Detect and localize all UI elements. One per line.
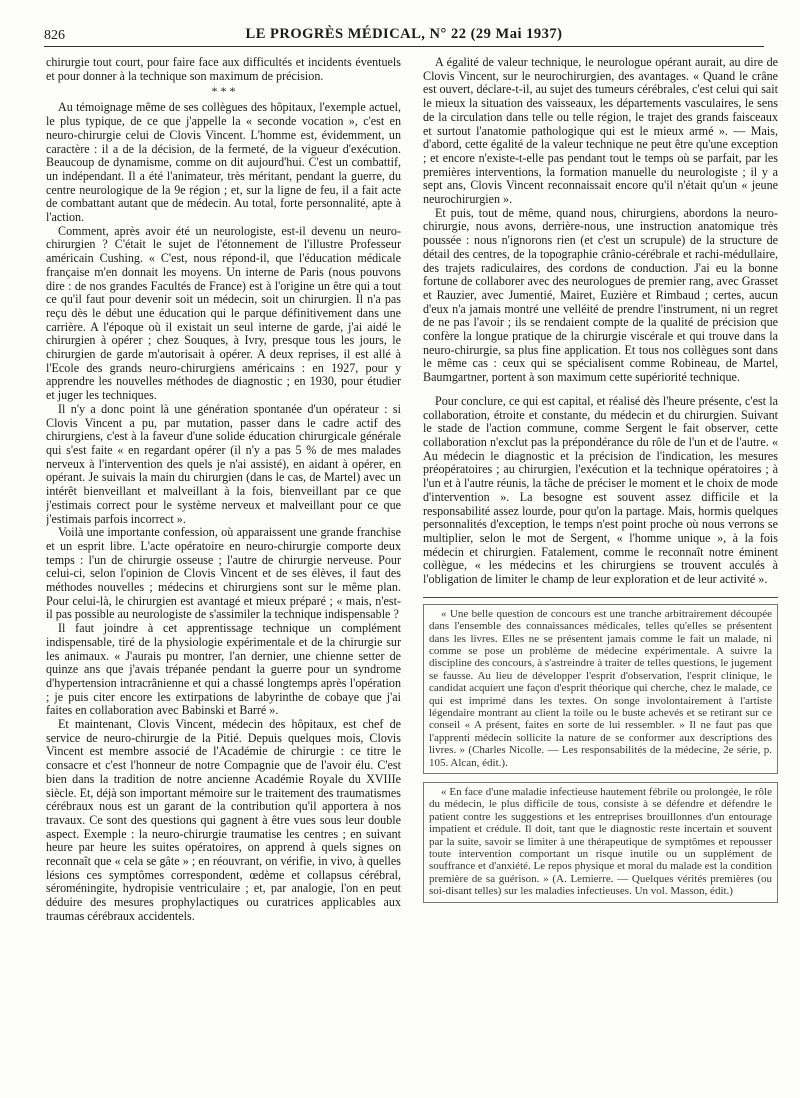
paragraph: Pour conclure, ce qui est capital, et réalisé dès l'heure présente, c'est la collaboration, étroite et constante, du médecin et du chirurgien. Suivant le stade de l'action commune, comme Sergent le fait observer, cette collaboration n'exclut pas la prépondérance du rôle de l'un et de l'autre. « Au médecin le diagnostic et la précision de l'indication, les mesures préopératoires ; au chirurgien, l'exécution et la technique opératoires ; à l'un et à l'autre réunis, la tâche de préciser le moment et le choix de mode d'intervention ». La besogne est souvent assez difficile et la responsabilité assez lourde, pour qu'on la partage. Mais, hormis quelques personnalités d'exception, le temps n'est point proche où nous verrons se multiplier, selon le mot de Sergent, « l'homme unique », à la fois médecin et chirurgien. Fatalement, comme le reconnaît notre éminent collègue, « les médecins et les chirurgiens se trouvent acculés à l'obligation de limiter le champ de leur exploration et de leur activité ». [423, 393, 778, 587]
page-number: 826 [44, 28, 65, 43]
section-separator-stars: * * * [211, 84, 236, 99]
running-header [44, 22, 764, 47]
paragraph: Et puis, tout de même, quand nous, chirurgiens, abordons la neuro-chirurgie, nous avons, derrière-nous, une instruction anatomique très poussée : nous n'ignorons rien (et c'est un scrupule) de la structure de détail des centres, de la topographie crânio-cérébrale et rachi-médullaire, des trajets radiculaires, des cordons de conduction. J'ai eu la bonne fortune de collaborer avec des neurologues de premier rang, avec Grasset et Rauzier, avec Jumentié, Mairet, Euzière et Rimbaud ; certes, aucun d'eux n'a jamais montré une velléité de prendre l'instrument, ni un regret de ne pas l'avoir ; ils se rendaient compte de la qualité de précision que confère la longue pratique de la chirurgie viscérale et qui trouve dans la neuro-chirurgie, sa plus fine application. Et tous nos collègues sont dans le même cas : ceux qui se spécialisent comme Robineau, de Martel, Baumgartner, portent à son maximum cette supériorité technique. [423, 205, 778, 385]
quote-box [423, 604, 778, 774]
quote-text: « En face d'une maladie infectieuse hautement fébrile ou prolongée, le rôle du médecin, le plus difficile de tous, consiste à se défendre et défendre le patient contre les suggestions et les entreprises brouillonnes d'un entourage impatient et crédule. Il doit, tant que le diagnostic reste incertain et souvent par la suite, savoir se limiter à une thérapeutique de symptômes et repousser toute intervention comportant un risque inutile ou un supplément de souffrance et d'anxiété. Le repos physique et moral du malade est la condition première de sa guérison. » (A. Lemierre. — Quelques vérités premières (ou soi-disant telles) sur les maladies infectieuses. Un vol. Masson, édit.) [429, 786, 772, 898]
right-column [423, 56, 778, 1086]
paragraph: Et maintenant, Clovis Vincent, médecin des hôpitaux, est chef de service de neuro-chirurgie de la Pitié. Depuis quelques mois, Clovis Vincent est membre associé de l'Académie de chirurgie : ce titre le consacre et c'est l'honneur de notre Compagnie que de l'avoir élu. C'est bien dans la tradition de notre ancienne Académie Royale du XVIIIe siècle. Et, déjà son important mémoire sur le traitement des traumatismes cérébraux nous est un garant de la contribution qu'il apportera à nos travaux. Ce sont des questions qui gagnent à être vues sous leur double aspect. Exemple : la neuro-chirurgie traumatise les centres ; en suivant heure par heure les suites opératoires, on apprend à quels signes on reconnaît que « cela se gâte » ; en réouvrant, on vérifie, in vivo, à quelles lésions ces symptômes correspondent, œdème et collapsus cérébral, séroméningite, hydropisie ventriculaire ; et, par analogie, l'on en peut déduire des mesures prophylactiques ou curatrices applicables aux traumas cérébraux accidentels. [46, 717, 401, 923]
paragraph: Il n'y a donc point là une génération spontanée d'un opérateur : si Clovis Vincent a pu, par mutation, passer dans le cadre actif des chirurgiens, c'est à la faveur d'une solide éducation chirurgicale générale qui s'est faite « en regardant opérer (il n'y a pas 5 % de mes malades nerveux à l'intervention des quels je n'ai assisté), en aidant à opérer, en opérant. Je suivais la main du chirurgien (dans le cas, de Martel) avec un intérêt bienveillant et malveillant à la fois, bienveillant par ce que j'estimais correct pour le système nerveux et malveillant pour ce que j'estimais parfois incorrect ». [46, 401, 401, 526]
paragraph: A égalité de valeur technique, le neurologue opérant aurait, au dire de Clovis Vincent, sur le neurochirurgien, des avantages. « Quand le crâne est ouvert, déclare-t-il, au sujet des tumeurs cérébrales, c'est celui qui sait le mieux la situation des vaisseaux, les départements vasculaires, le sens de la circulation dans telle ou telle région, le trajet des grands faisceaux et surtout l'anatomie pathologique qui est le mieux armé ». — Mais, d'abord, cette égalité de la valeur technique ne peut être qu'une exception ; et encore n'existe-t-elle pas pendant tout le temps où se parfait, par les premières interventions, la formation manuelle du neurologiste ; il y a sept ans, Clovis Vincent reconnaissait encore qu'il n'était qu'un « jeune neurochirurgien ». [423, 56, 778, 207]
journal-title: LE PROGRÈS MÉDICAL, N° 22 (29 Mai 1937) [245, 26, 563, 42]
paragraph: Comment, après avoir été un neurologiste, est-il devenu un neuro-chirurgien ? C'était le sujet de l'étonnement de l'illustre Professeur américain Cushing. « C'est, nous répond-il, que l'éducation médicale française m'en donnait les moyens. Un interne de Paris (nous pouvons dire : de nos grandes Facultés de France) est à l'origine un être qui a tout ce qu'il faut pour devenir soit un médecin, soit un chirurgien. Il n'a pas reçu dès le début une éducation qui le parque définitivement dans une carrière. A l'époque où il existait un seul interne de garde, j'ai aidé le chirurgien à opérer ; chez Souques, à Ivry, presque tous les jours, le chirurgien de garde m'autorisait à opérer. A deux reprises, il est allé à l'Ecole des grands neuro-chirurgiens américains : en 1927, pour y apprendre les nouvelles méthodes de diagnostic ; en 1930, pour étudier et juger les techniques. [46, 223, 401, 403]
quote-box [423, 782, 778, 903]
quote-text: « Une belle question de concours est une tranche arbitrairement découpée dans l'ensemble des connaissances médicales, telles qu'elles se présentent dans les livres. Elles ne se présentent jamais comme le fait un malade, ni comme se pose un problème de médecine expérimentale. A suivre la discipline des concours, à s'astreindre à traiter de telles questions, le jugement se fausse. Au lieu de développer l'esprit d'observation, l'esprit clinique, le candidat acquiert une façon d'esprit théorique qui cherche, chez le malade, ce qui est imprimé dans les textes. On songe involontairement à l'artiste légendaire montrant au client la toile ou le buste achevés et se retirant sur ce conseil « A présent, faites en sorte de lui ressembler. » Il ne faut pas que l'apprenti médecin sollicite la nature de se conformer aux descriptions des livres. » (Charles Nicolle. — Les responsabilités de la médecine, 2e série, p. 105. Alcan, édit.). [429, 607, 772, 769]
paragraph: Au témoignage même de ses collègues des hôpitaux, l'exemple actuel, le plus typique, de ce que j'appelle la « seconde vocation », c'est en neuro-chirurgie celui de Clovis Vincent. L'homme est, évidemment, un caractère : il a de la décision, de la fermeté, de la vigueur d'exécution. Beaucoup de dynamisme, comme on dit aujourd'hui. C'est un combattif, un indépendant. Il a été l'animateur, très méritant, pendant la guerre, du centre neurologique de la 9e région ; et, sur la ligne de feu, il a fait acte de combattant autant que de médecin. Au total, forte personnalité, apte à l'action. [46, 100, 401, 225]
left-column [46, 56, 401, 1086]
paragraph: Il faut joindre à cet apprentissage technique un complément indispensable, tiré de la physiologie expérimentale et de la chirurgie sur les animaux. « J'aurais pu montrer, l'an dernier, une chienne setter de quinze ans que j'avais trépanée pendant la guerre pour un syndrome d'hypertension intracrânienne et qui a chassé longtemps après l'opération ; je puis citer encore les extirpations de labyrinthe de cobaye que j'ai faites en collaboration avec Babinski et Barré ». [46, 621, 401, 718]
paragraph: Voilà une importante confession, où apparaissent une grande franchise et un esprit libre. L'acte opératoire en neuro-chirurgie comporte deux temps : l'un de chirurgie osseuse ; l'autre de chirurgie nerveuse. Pour celui-ci, selon l'opinion de Clovis Vincent et de ses élèves, il faut des méthodes nouvelles ; médecins et chirurgiens sont sur le même plan. Pour celui-là, le chirurgien est avantagé et mieux préparé ; « mais, n'est-il pas possible au neurologiste de s'assimiler la technique indispensable ? [46, 525, 401, 622]
paragraph: chirurgie tout court, pour faire face aux difficultés et incidents éventuels et pour donner à la technique son maximum de précision. [46, 56, 401, 83]
section-divider [423, 597, 778, 598]
